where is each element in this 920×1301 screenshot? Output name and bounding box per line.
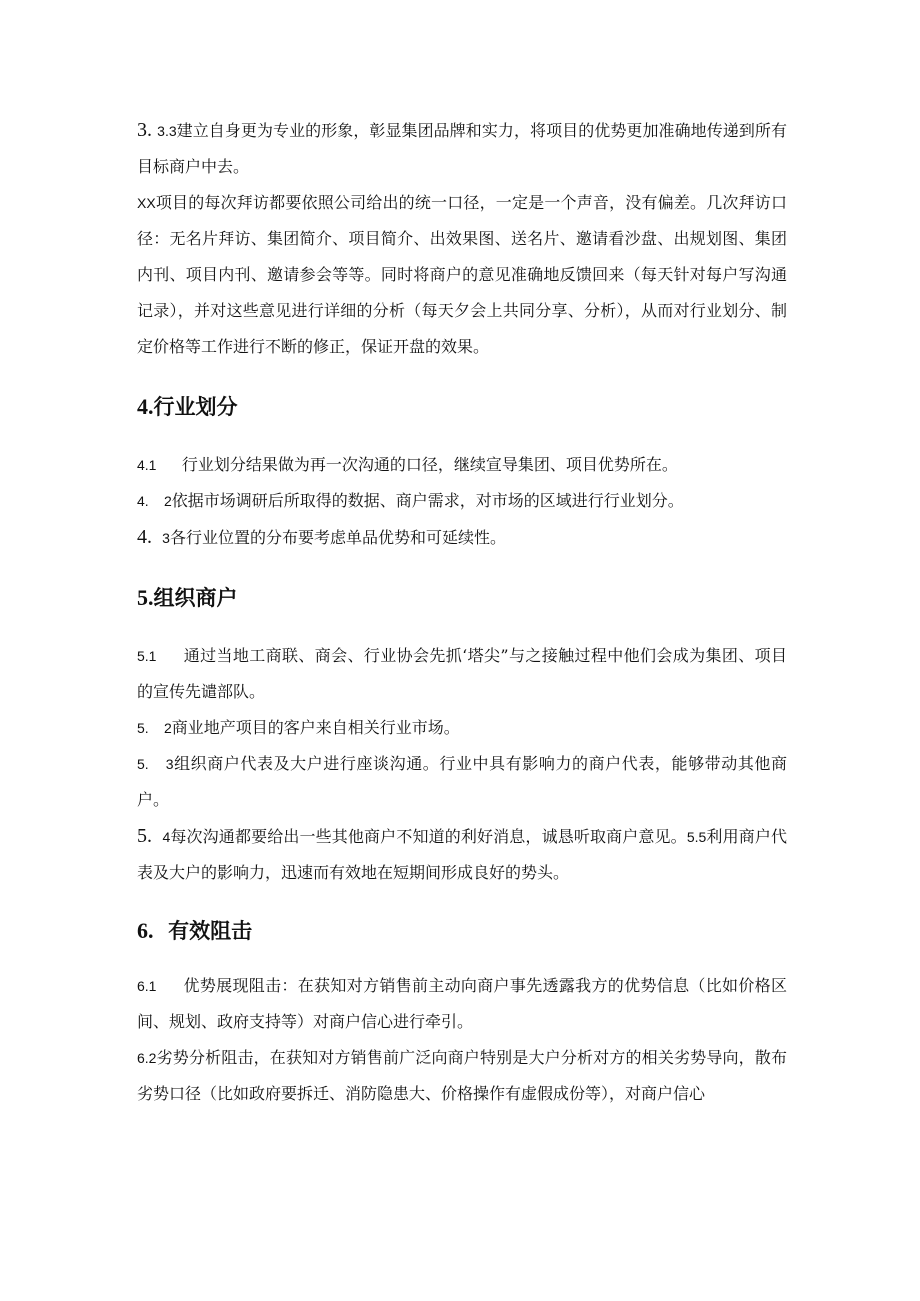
heading-number: 6.: [137, 918, 154, 943]
item-subnumber: 4: [162, 829, 171, 845]
item-text: 劣势分析阻击，在获知对方销售前广泛向商户特别是大户分析对方的相关劣势导向，散布劣势口径（比如政府要拆迁、消防隐患大、价格操作有虚假成份等），对商户信心: [137, 1048, 787, 1103]
list-item-5-3: [137, 746, 787, 818]
subsection-number: 3.3: [157, 123, 177, 139]
heading-text: 组织商户: [153, 585, 238, 610]
item-text: 优势展现阻击：在获知对方销售前主动向商户事先透露我方的优势信息（比如价格区间、规划、政府支持等）对商户信心进行牵引。: [137, 976, 787, 1031]
document-page: [137, 112, 787, 1112]
item-text-5-5: 利用商户代表及大户的影响力，迅速而有效地在短期间形成良好的势头。: [137, 827, 787, 882]
item-text: 各行业位置的分布要考虑单品优势和可延续性。: [169, 528, 506, 547]
section-heading-4: [137, 392, 787, 422]
item-text: 商业地产项目的客户来自相关行业市场。: [171, 718, 460, 737]
list-item-6-1: [137, 968, 787, 1040]
heading-text: 有效阻击: [168, 918, 253, 943]
list-item-4-3: [137, 519, 787, 556]
paragraph-visit-script: [137, 185, 787, 365]
item-number: 5.1: [137, 648, 157, 664]
item-number: 5.: [137, 720, 149, 736]
paragraph-text: 项目的每次拜访都要依照公司给出的统一口径，一定是一个声音，没有偏差。几次拜访口径：无名片拜访、集团简介、项目简介、出效果图、送名片、邀请看沙盘、出规划图、集团内刊、项目内刊、邀请参会等等。同时将商户的意见准确地反馈回来（每天针对每户写沟通记录），并对这些意见进行详细的分析（每天夕会上共同分享、分析），从而对行业划分、制定价格等工作进行不断的修正，保证开盘的效果。: [137, 193, 787, 356]
list-item-4-1: [137, 447, 787, 483]
item-subnumber: 2: [163, 720, 172, 736]
item-number-5-5: 5.5: [686, 829, 707, 845]
item-number: 4.: [137, 526, 152, 548]
list-item-5-2: [137, 710, 787, 746]
project-prefix: XX: [137, 195, 156, 211]
item-number: 6.2: [137, 1050, 157, 1066]
item-number: 5.: [137, 756, 149, 772]
list-item-4-2: [137, 483, 787, 519]
paragraph-text: 建立自身更为专业的形象，彰显集团品牌和实力，将项目的优势更加准确地传递到所有目标商户中去。: [137, 121, 787, 176]
paragraph-3-3: [137, 112, 787, 185]
item-number: 4.1: [137, 457, 157, 473]
item-text: 每次沟通都要给出一些其他商户不知道的利好消息，诚恳听取商户意见。: [170, 827, 687, 846]
item-text: 组织商户代表及大户进行座谈沟通。行业中具有影响力的商户代表，能够带动其他商户。: [137, 754, 787, 809]
item-subnumber: 3: [162, 530, 170, 546]
item-text: 通过当地工商联、商会、行业协会先抓‘塔尖”与之接触过程中他们会成为集团、项目的宣传先谴部队。: [137, 646, 787, 701]
item-number: 6.1: [137, 978, 157, 994]
item-subnumber: 3: [165, 756, 174, 772]
heading-number: 4.: [137, 394, 154, 419]
item-text: 依据市场调研后所取得的数据、商户需求，对市场的区域进行行业划分。: [171, 491, 684, 510]
heading-number: 5.: [137, 585, 154, 610]
item-text: 行业划分结果做为再一次沟通的口径，继续宣导集团、项目优势所在。: [181, 455, 678, 474]
section-number: 3.: [137, 119, 152, 141]
heading-text: 行业划分: [153, 394, 238, 419]
list-item-6-2: [137, 1040, 787, 1112]
item-number: 5.: [137, 825, 152, 847]
section-heading-5: [137, 583, 787, 613]
list-item-5-1: [137, 638, 787, 710]
item-subnumber: 2: [163, 493, 172, 509]
section-heading-6: [137, 916, 787, 946]
list-item-5-4: [137, 818, 787, 891]
item-number: 4.: [137, 493, 149, 509]
